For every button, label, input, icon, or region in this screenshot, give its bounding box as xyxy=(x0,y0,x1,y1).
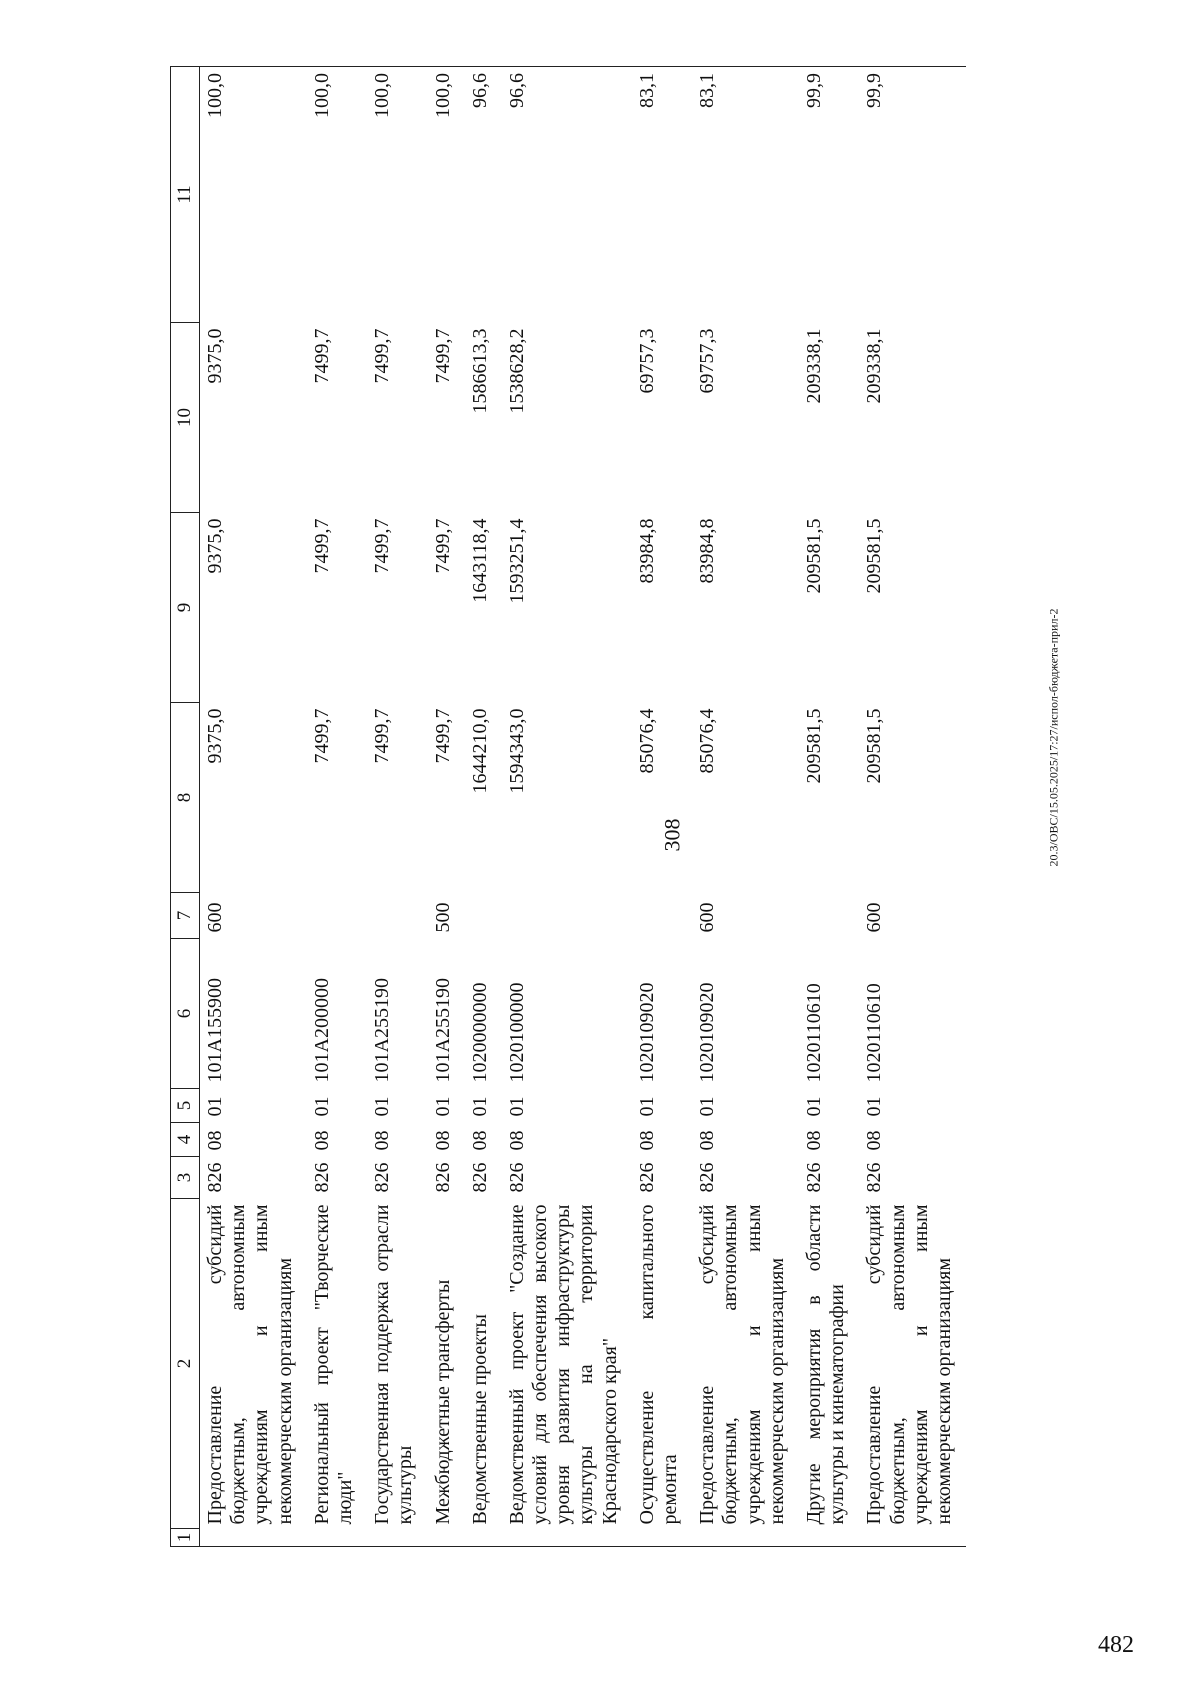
table-row xyxy=(692,67,799,1547)
table-cell: 826 xyxy=(468,1162,491,1193)
column-header: 11 xyxy=(171,67,200,323)
table-cell: 01 xyxy=(200,1089,307,1123)
table-row xyxy=(502,67,632,1547)
table-cell: 7499,7 xyxy=(371,328,394,384)
table-cell: 08 xyxy=(635,1130,658,1151)
table-cell: 08 xyxy=(431,1130,454,1151)
table-cell: 500 xyxy=(431,902,454,933)
table-cell: 99,9 xyxy=(859,67,966,323)
table-cell: 209581,5 xyxy=(802,518,825,594)
row-name-cell: Предоставление субсидий бюджетным, автономным учреждениям и иным некоммерческим организациям xyxy=(696,1204,788,1525)
table-header-row xyxy=(171,67,200,1547)
table-row xyxy=(465,67,502,1547)
table-cell: 1020000000 xyxy=(468,982,491,1083)
page-number: 308 xyxy=(659,818,685,852)
table-cell: 826 xyxy=(505,1162,528,1193)
table-cell: 85076,4 xyxy=(696,708,719,774)
table-cell: 1020100000 xyxy=(505,982,528,1083)
table-cell: 1020110610 xyxy=(863,983,886,1083)
table-row xyxy=(367,67,427,1547)
column-header: 2 xyxy=(171,1199,200,1529)
table-cell: 96,6 xyxy=(502,67,632,323)
table-cell: 100,0 xyxy=(307,67,367,323)
table-cell: 08 xyxy=(802,1130,825,1151)
table-cell: 1020109020 xyxy=(635,982,658,1083)
table-cell: 01 xyxy=(505,1096,528,1117)
table-cell: 01 xyxy=(431,1096,454,1117)
table-cell: 7499,7 xyxy=(431,708,454,764)
table-cell: 83984,8 xyxy=(696,518,719,584)
table-cell: 209581,5 xyxy=(802,708,825,784)
table-cell: 69757,3 xyxy=(696,328,719,394)
table-cell-empty xyxy=(200,1529,307,1547)
table-cell: 83,1 xyxy=(632,67,692,323)
table-row xyxy=(200,67,307,1547)
table-cell: 826 xyxy=(635,1162,658,1193)
table-cell: 01 xyxy=(696,1096,719,1117)
table-cell: 96,6 xyxy=(465,67,502,323)
table-cell: 1020109020 xyxy=(696,982,719,1083)
table-cell: 209338,1 xyxy=(863,328,886,404)
table-cell xyxy=(632,893,692,939)
table-cell: 7499,7 xyxy=(431,328,454,384)
table-cell: 08 xyxy=(310,1130,333,1151)
table-cell: 08 xyxy=(468,1130,491,1151)
table-cell: 101А200000 xyxy=(310,978,333,1083)
table-cell: 1538628,2 xyxy=(505,328,528,414)
table-cell: 826 xyxy=(431,1162,454,1193)
table-cell: 1586613,3 xyxy=(468,328,491,414)
table-cell: 99,9 xyxy=(799,67,859,323)
table-row xyxy=(859,67,966,1547)
column-header: 10 xyxy=(171,323,200,513)
column-header: 5 xyxy=(171,1089,200,1123)
table-cell: 01 xyxy=(468,1096,491,1117)
table-cell: 101А255190 xyxy=(371,978,394,1083)
column-header: 9 xyxy=(171,513,200,703)
table-row xyxy=(307,67,367,1547)
table-cell: 826 xyxy=(371,1162,394,1193)
table-cell: 01 xyxy=(863,1096,886,1117)
table-cell: 209581,5 xyxy=(863,518,886,594)
table-cell: 1020110610 xyxy=(802,983,825,1083)
table-cell: 08 xyxy=(505,1130,528,1151)
row-name-cell: Региональный проект "Творческие люди" xyxy=(310,1204,356,1525)
table-cell: 1643118,4 xyxy=(468,518,491,603)
table-cell: 826 xyxy=(863,1162,886,1193)
row-name-cell: Ведомственные проекты xyxy=(468,1314,491,1525)
table-row xyxy=(428,67,465,1547)
table-cell: 600 xyxy=(696,902,719,933)
table-cell: 01 xyxy=(802,1096,825,1117)
table-cell: 7499,7 xyxy=(431,518,454,574)
table-cell xyxy=(367,893,427,939)
column-header: 3 xyxy=(171,1157,200,1199)
row-name-cell: Другие мероприятия в области культуры и кинематографии xyxy=(802,1204,849,1525)
table-cell: 08 xyxy=(371,1130,394,1151)
table-row xyxy=(632,67,692,1547)
table-cell: 01 xyxy=(635,1096,658,1117)
table-cell xyxy=(307,893,367,939)
table-cell-empty xyxy=(367,1529,427,1547)
budget-table xyxy=(170,66,966,1547)
row-name-cell: Предоставление субсидий бюджетным, автономным учреждениям и иным некоммерческим организациям xyxy=(863,1204,955,1525)
table-cell: 83984,8 xyxy=(635,518,658,584)
table-cell: 826 xyxy=(310,1162,333,1193)
table-cell-empty xyxy=(465,1529,502,1547)
table-row xyxy=(799,67,859,1547)
column-header: 4 xyxy=(171,1123,200,1157)
document-footer-code: 20.3/ОВС/15.05.2025/17:27/испол-бюджета-прил-2 xyxy=(1046,608,1061,867)
table-cell: 7499,7 xyxy=(371,518,394,574)
table-cell: 209338,1 xyxy=(802,328,825,404)
row-name-cell: Предоставление субсидий бюджетным, автономным учреждениям и иным некоммерческим организациям xyxy=(200,1199,307,1529)
table-cell xyxy=(799,893,859,939)
table-cell: 1593251,4 xyxy=(505,518,528,604)
table-cell: 1594343,0 xyxy=(505,708,528,794)
table-cell: 83,1 xyxy=(692,67,799,323)
table-cell: 826 xyxy=(200,1157,307,1199)
row-name-cell: Государственная поддержка отрасли культуры xyxy=(371,1204,417,1525)
scan-page-number: 482 xyxy=(1098,1632,1134,1658)
table-cell: 85076,4 xyxy=(635,708,658,774)
table-cell-empty xyxy=(502,1529,632,1547)
table-cell: 7499,7 xyxy=(310,708,333,764)
table-cell: 9375,0 xyxy=(200,513,307,703)
table-cell: 7499,7 xyxy=(310,328,333,384)
table-cell xyxy=(465,893,502,939)
table-cell: 826 xyxy=(696,1162,719,1193)
table-cell: 01 xyxy=(371,1096,394,1117)
table-cell: 08 xyxy=(863,1130,886,1151)
table-cell: 826 xyxy=(802,1162,825,1193)
table-cell-empty xyxy=(428,1529,465,1547)
table-cell-empty xyxy=(859,1529,966,1547)
row-name-cell: Ведомственный проект "Создание условий для обеспечения высокого уровня развития инфраструктуры культуры на территории Краснодарского края" xyxy=(505,1204,621,1525)
table-cell: 08 xyxy=(200,1123,307,1157)
column-header: 8 xyxy=(171,703,200,893)
table-cell: 01 xyxy=(310,1096,333,1117)
table-cell: 7499,7 xyxy=(371,708,394,764)
table-cell: 209581,5 xyxy=(863,708,886,784)
table-cell: 7499,7 xyxy=(310,518,333,574)
table-cell: 69757,3 xyxy=(635,328,658,394)
row-name-cell: Осуществление капитального ремонта xyxy=(635,1204,681,1525)
table-cell: 1644210,0 xyxy=(468,708,491,794)
table-cell xyxy=(502,893,632,939)
table-cell: 9375,0 xyxy=(200,703,307,893)
table-cell: 100,0 xyxy=(367,67,427,323)
table-cell: 100,0 xyxy=(200,67,307,323)
row-name-cell: Межбюджетные трансферты xyxy=(431,1279,454,1525)
table-cell-empty xyxy=(307,1529,367,1547)
column-header: 6 xyxy=(171,939,200,1089)
table-cell: 9375,0 xyxy=(200,323,307,513)
table-cell: 600 xyxy=(200,893,307,939)
table-cell: 101А255190 xyxy=(431,978,454,1083)
table-cell: 08 xyxy=(696,1130,719,1151)
table-cell-empty xyxy=(799,1529,859,1547)
column-header: 1 xyxy=(171,1529,200,1547)
rotated-budget-table-container xyxy=(170,67,1170,1547)
table-cell-empty xyxy=(632,1529,692,1547)
table-cell: 101А155900 xyxy=(200,939,307,1089)
table-cell-empty xyxy=(692,1529,799,1547)
table-cell: 600 xyxy=(863,902,886,933)
column-header: 7 xyxy=(171,893,200,939)
table-cell: 100,0 xyxy=(428,67,465,323)
